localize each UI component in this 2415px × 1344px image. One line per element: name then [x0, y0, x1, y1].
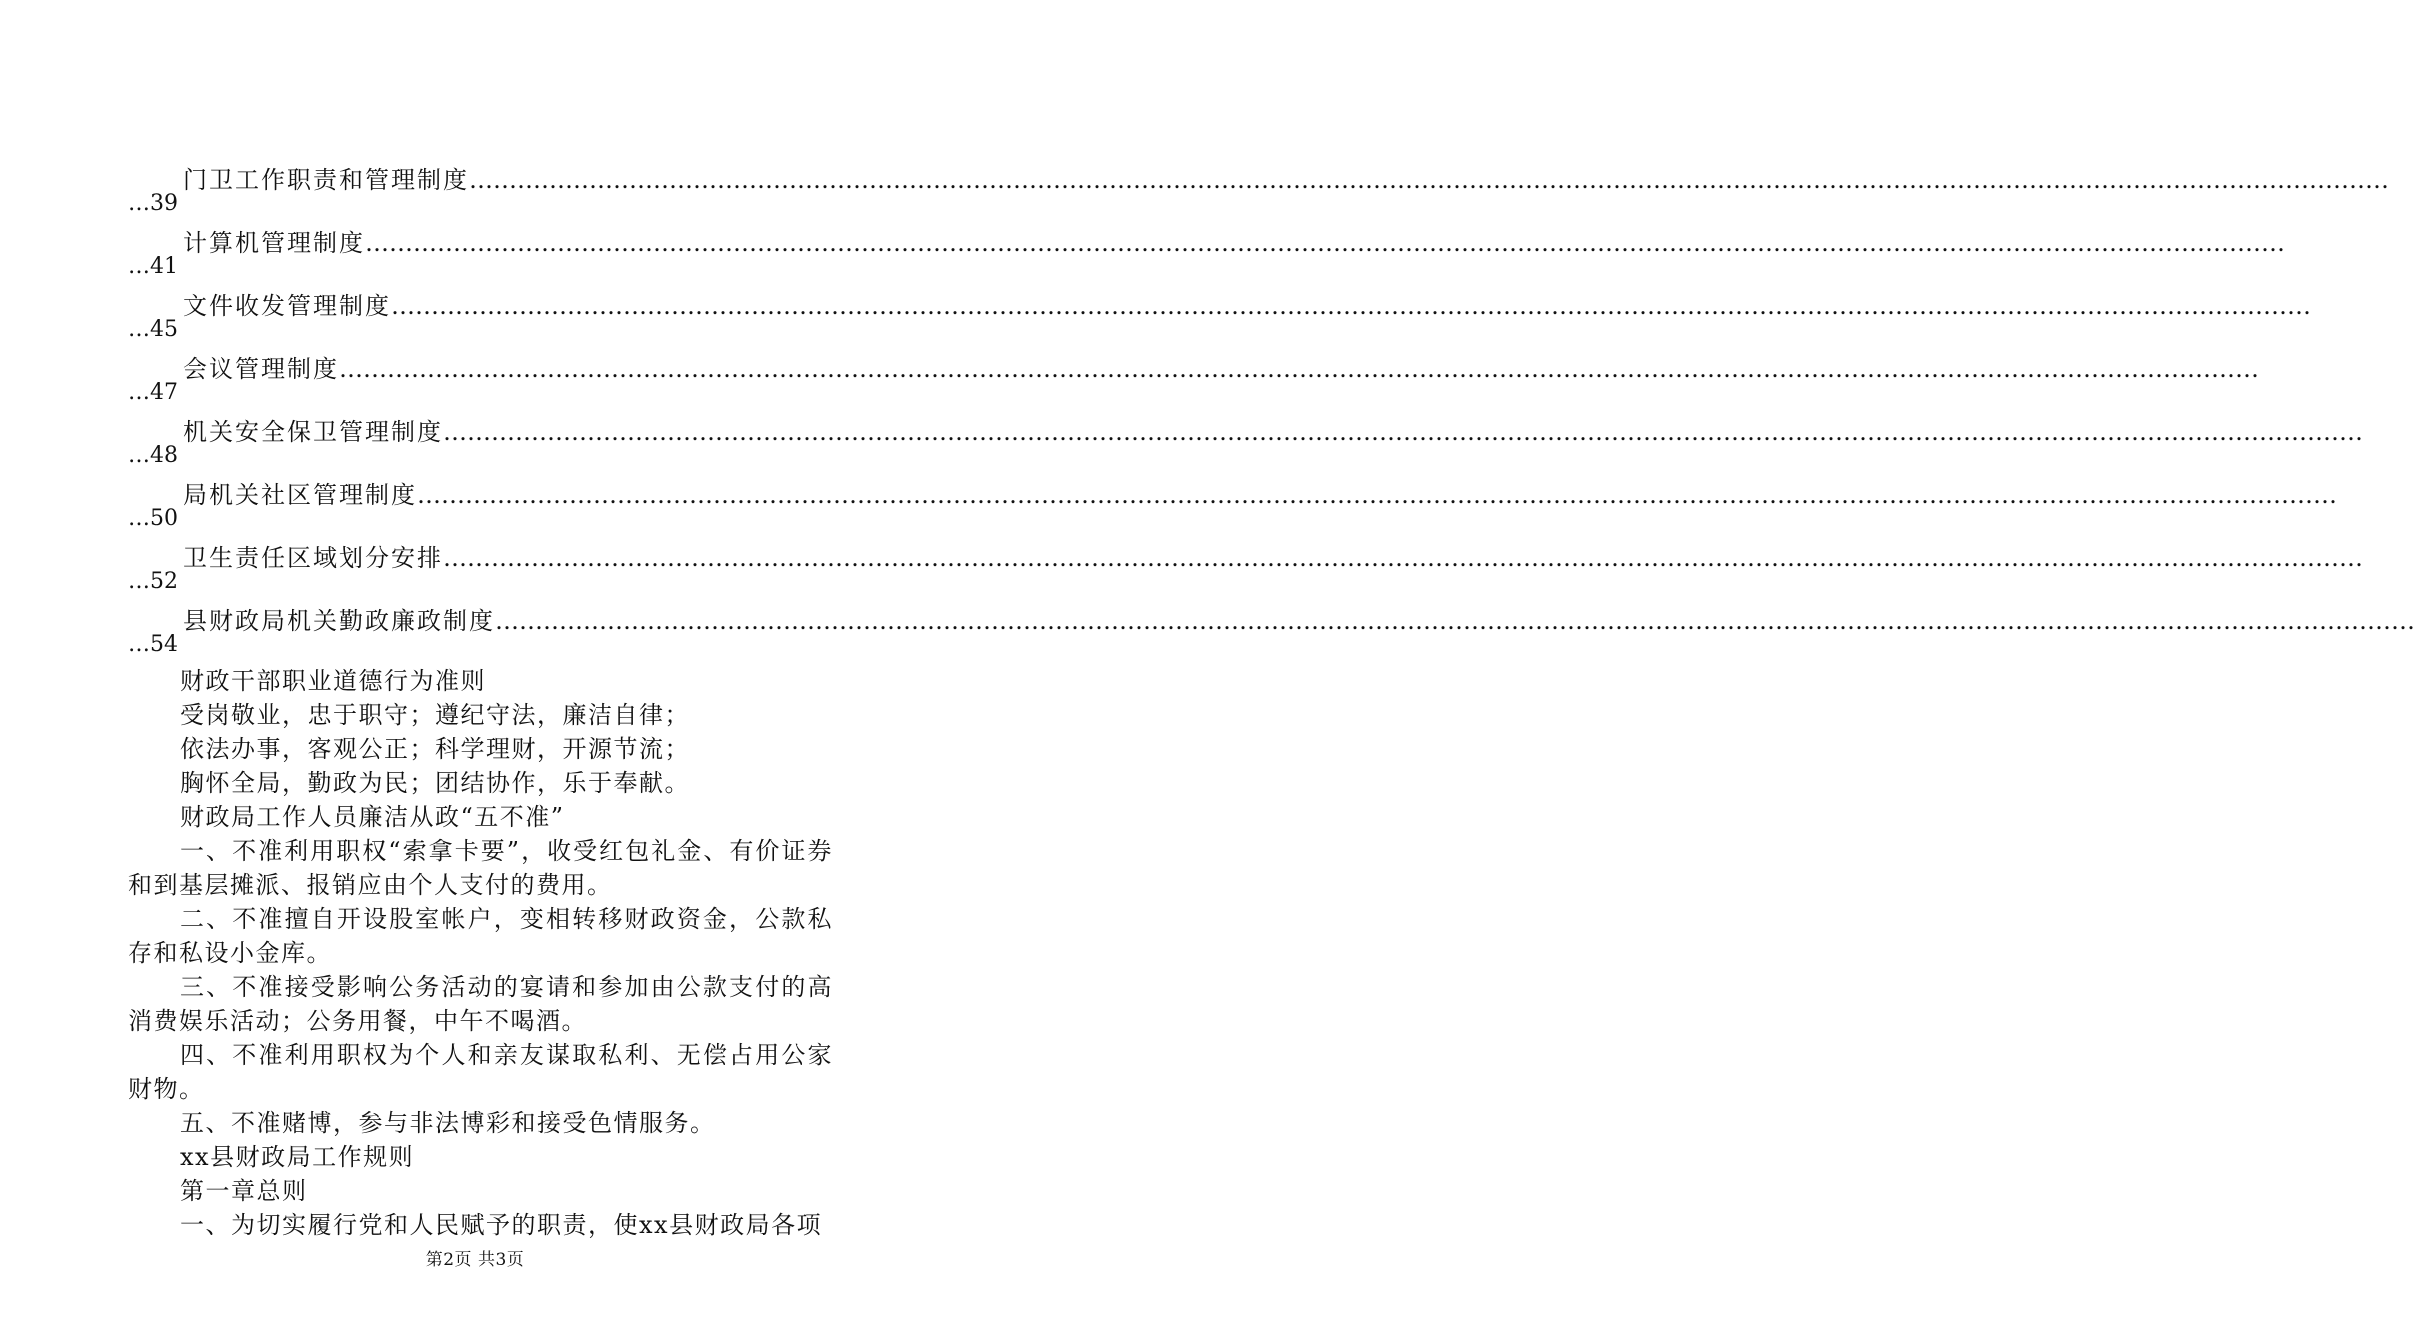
rule-paragraph: 一、不准利用职权“索拿卡要”，收受红包礼金、有价证券和到基层摊派、报销应由个人支付的费用。: [128, 837, 833, 899]
toc-leader-dots: ……………………………………………………………………………………………………………………………………………………………………………………………………………………: [339, 355, 2259, 383]
toc-entry-title: 文件收发管理制度: [183, 292, 391, 320]
toc-entry-page: …39: [128, 191, 178, 216]
section-heading-work-rules: xx县财政局工作规则: [180, 1143, 415, 1171]
toc-leader-dots: ……………………………………………………………………………………………………………………………………………………………………………………………………………………: [495, 607, 2415, 635]
toc-leader-dots: ……………………………………………………………………………………………………………………………………………………………………………………………………………………: [443, 544, 2363, 572]
rule-paragraph: 二、不准擅自开设股室帐户，变相转移财政资金，公款私存和私设小金库。: [128, 905, 833, 967]
document-body: [128, 664, 833, 1242]
toc-entry[interactable]: [128, 223, 2285, 286]
toc-entry-title: 局机关社区管理制度: [183, 481, 417, 509]
toc-entry-page: …48: [128, 443, 178, 468]
chapter-heading: 第一章总则: [180, 1177, 308, 1205]
toc-entry-page: …50: [128, 506, 178, 531]
rule-paragraph: 四、不准利用职权为个人和亲友谋取私利、无偿占用公家财物。: [128, 1041, 833, 1103]
toc-entry[interactable]: [128, 349, 2259, 412]
toc-entry[interactable]: [128, 538, 2363, 601]
rule-paragraph: 五、不准赌博，参与非法博彩和接受色情服务。: [180, 1109, 716, 1137]
toc-entry-page: …52: [128, 569, 178, 594]
rule-paragraph: 三、不准接受影响公务活动的宴请和参加由公款支付的高消费娱乐活动；公务用餐，中午不喝酒。: [128, 973, 833, 1035]
toc-entry-page: …54: [128, 632, 178, 657]
toc-entry-title: 计算机管理制度: [183, 229, 365, 257]
toc-entry[interactable]: [128, 475, 2337, 538]
toc-entry-title: 会议管理制度: [183, 355, 339, 383]
toc-leader-dots: ……………………………………………………………………………………………………………………………………………………………………………………………………………………: [443, 418, 2363, 446]
table-of-contents: [128, 160, 2415, 664]
section-heading-five-rules: 财政局工作人员廉洁从政“五不准”: [180, 803, 565, 831]
body-paragraph: 一、为切实履行党和人民赋予的职责，使xx县财政局各项: [180, 1211, 823, 1239]
toc-entry-title: 卫生责任区域划分安排: [183, 544, 443, 572]
toc-leader-dots: ……………………………………………………………………………………………………………………………………………………………………………………………………………………: [365, 229, 2285, 257]
toc-leader-dots: ……………………………………………………………………………………………………………………………………………………………………………………………………………………: [469, 166, 2389, 194]
toc-entry[interactable]: [128, 601, 2415, 664]
ethics-line: 依法办事，客观公正；科学理财，开源节流；: [180, 735, 690, 763]
toc-entry-page: …47: [128, 380, 178, 405]
page-footer: 第2页 共3页: [425, 1250, 525, 1270]
toc-entry[interactable]: [128, 286, 2311, 349]
ethics-line: 受岗敬业，忠于职守；遵纪守法，廉洁自律；: [180, 701, 690, 729]
toc-entry[interactable]: [128, 160, 2389, 223]
toc-entry-page: …41: [128, 254, 178, 279]
ethics-line: 胸怀全局，勤政为民；团结协作，乐于奉献。: [180, 769, 690, 797]
toc-entry-title: 门卫工作职责和管理制度: [183, 166, 469, 194]
toc-entry-page: …45: [128, 317, 178, 342]
section-heading-ethics: 财政干部职业道德行为准则: [180, 667, 486, 695]
toc-entry-title: 机关安全保卫管理制度: [183, 418, 443, 446]
toc-leader-dots: ……………………………………………………………………………………………………………………………………………………………………………………………………………………: [391, 292, 2311, 320]
toc-leader-dots: ……………………………………………………………………………………………………………………………………………………………………………………………………………………: [417, 481, 2337, 509]
toc-entry-title: 县财政局机关勤政廉政制度: [183, 607, 495, 635]
toc-entry[interactable]: [128, 412, 2363, 475]
